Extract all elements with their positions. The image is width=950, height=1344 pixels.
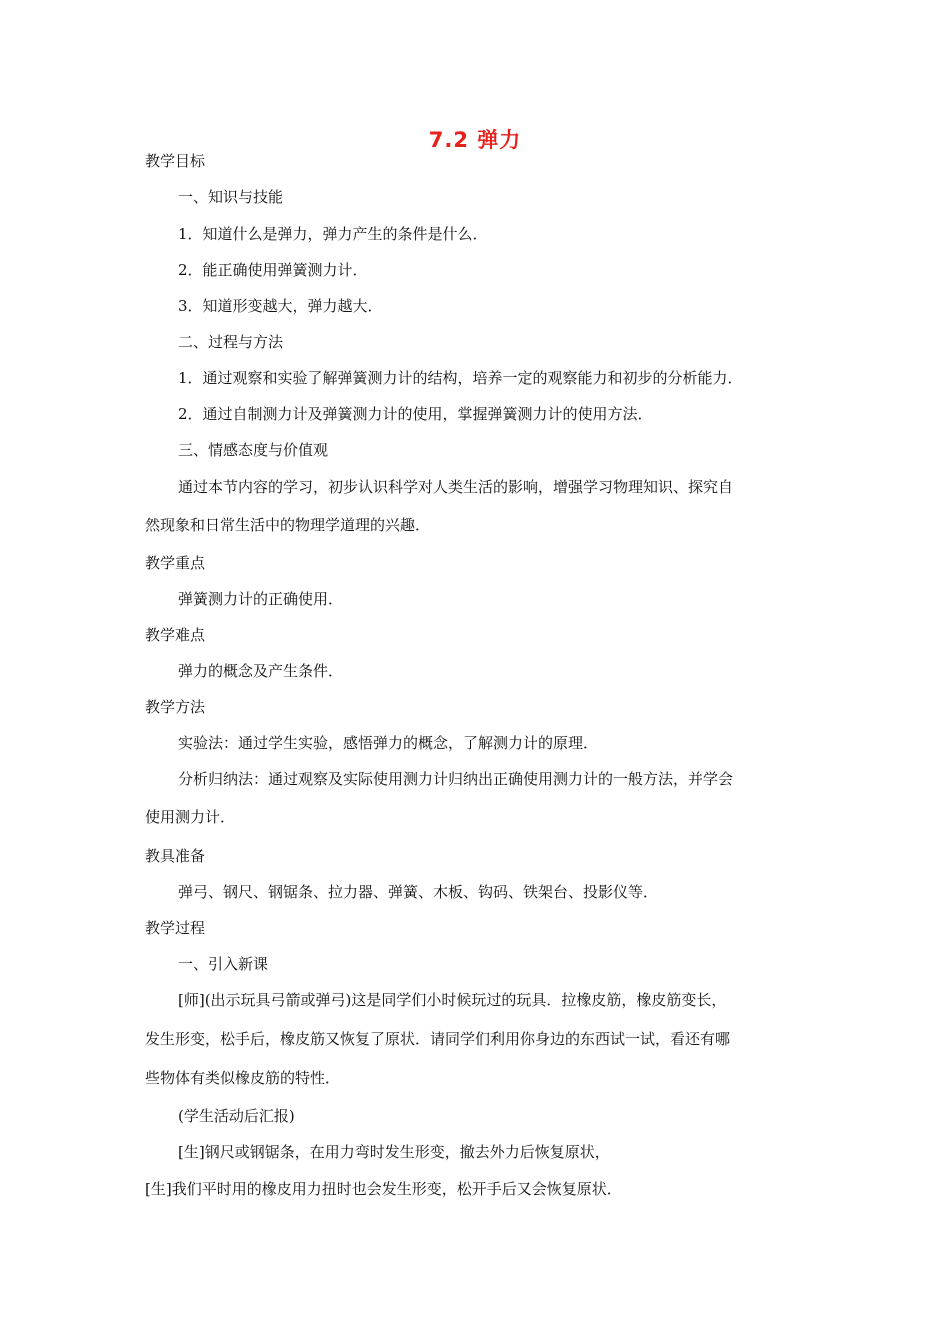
paragraph-line: 些物体有类似橡皮筋的特性．: [145, 1069, 341, 1087]
paragraph-line: [生]钢尺或钢锯条，在用力弯时发生形变，撤去外力后恢复原状，: [178, 1143, 610, 1161]
paragraph-line: 发生形变，松手后，橡皮筋又恢复了原状．请同学们利用你身边的东西试一试，看还有哪: [145, 1030, 731, 1048]
list-item: 2．能正确使用弹簧测力计．: [178, 261, 368, 279]
paragraph-line: 实验法：通过学生实验，感悟弹力的概念，了解测力计的原理．: [178, 734, 599, 752]
paragraph-line: 通过本节内容的学习，初步认识科学对人类生活的影响，增强学习物理知识、探究自: [178, 478, 734, 496]
paragraph-line: 分析归纳法：通过观察及实际使用测力计归纳出正确使用测力计的一般方法，并学会: [178, 770, 734, 788]
page-title: 7.2 弹力: [428, 128, 522, 152]
subheading-intro: 一、引入新课: [178, 955, 269, 973]
subheading-emotion-values: 三、情感态度与价值观: [178, 441, 329, 459]
paragraph-line: 使用测力计．: [145, 808, 236, 826]
list-item: 1．通过观察和实验了解弹簧测力计的结构，培养一定的观察能力和初步的分析能力．: [178, 369, 743, 387]
list-item: 3．知道形变越大，弹力越大．: [178, 297, 383, 315]
paragraph-line: 弹弓、钢尺、钢锯条、拉力器、弹簧、木板、钩码、铁架台、投影仪等．: [178, 883, 659, 901]
list-item: 1．知道什么是弹力，弹力产生的条件是什么．: [178, 225, 488, 243]
heading-teaching-process: 教学过程: [145, 919, 206, 937]
heading-teaching-goals: 教学目标: [145, 152, 206, 170]
paragraph-line: [师](出示玩具弓箭或弹弓)这是同学们小时候玩过的玩具．拉橡皮筋，橡皮筋变长，: [178, 991, 727, 1009]
subheading-process-method: 二、过程与方法: [178, 333, 284, 351]
heading-teaching-method: 教学方法: [145, 698, 206, 716]
paragraph-line: (学生活动后汇报): [178, 1107, 295, 1125]
paragraph-line: [生]我们平时用的橡皮用力扭时也会发生形变，松开手后又会恢复原状．: [145, 1180, 622, 1198]
heading-teaching-aids: 教具准备: [145, 847, 206, 865]
paragraph-line: 弹簧测力计的正确使用．: [178, 590, 344, 608]
list-item: 2．通过自制测力计及弹簧测力计的使用，掌握弹簧测力计的使用方法．: [178, 405, 653, 423]
heading-difficulties: 教学难点: [145, 626, 206, 644]
subheading-knowledge-skills: 一、知识与技能: [178, 188, 284, 206]
paragraph-line: 然现象和日常生活中的物理学道理的兴趣．: [145, 516, 431, 534]
paragraph-line: 弹力的概念及产生条件．: [178, 662, 344, 680]
heading-key-points: 教学重点: [145, 554, 206, 572]
